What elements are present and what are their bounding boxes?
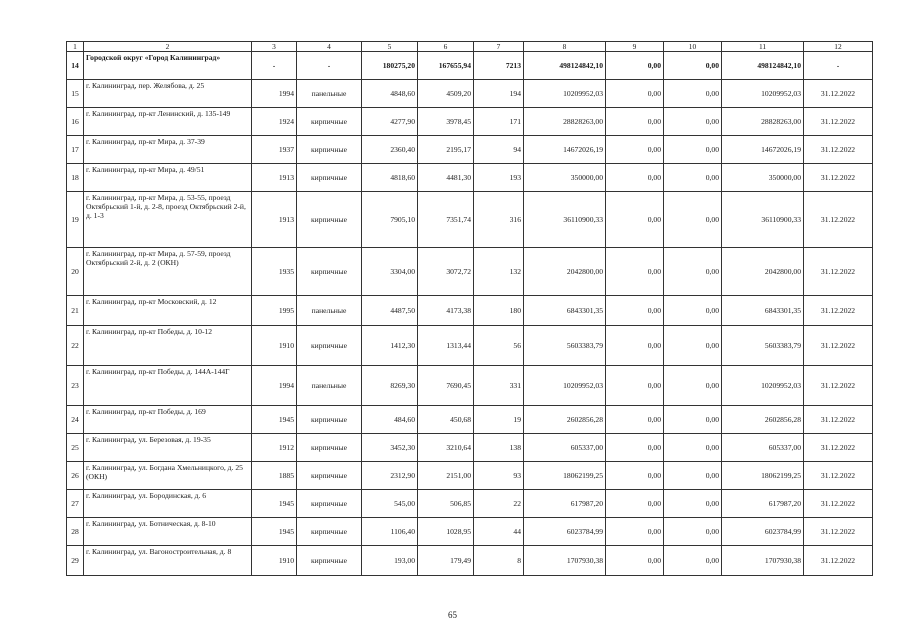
cell-year-built: 1924 (252, 108, 297, 136)
total-row (67, 52, 873, 80)
cell-completion-date: 31.12.2022 (804, 462, 873, 490)
cell-row-number: 27 (67, 490, 84, 518)
table-row (67, 326, 873, 366)
cell-regional-funds: 0,00 (664, 366, 722, 406)
cell-completion-date: - (804, 52, 873, 80)
cell-row-number: 20 (67, 248, 84, 296)
cell-row-number: 19 (67, 192, 84, 248)
cell-regional-funds: 0,00 (664, 108, 722, 136)
cell-row-number: 29 (67, 546, 84, 576)
cell-residents-count: 7213 (474, 52, 524, 80)
cell-living-area: 3072,72 (418, 248, 474, 296)
cell-regional-funds: 0,00 (664, 192, 722, 248)
table-row (67, 108, 873, 136)
cell-total-cost: 617987,20 (524, 490, 606, 518)
cell-living-area: 1028,95 (418, 518, 474, 546)
cell-total-cost: 36110900,33 (524, 192, 606, 248)
cell-regional-funds: 0,00 (664, 136, 722, 164)
cell-regional-funds: 0,00 (664, 434, 722, 462)
cell-completion-date: 31.12.2022 (804, 518, 873, 546)
cell-total-cost: 605337,00 (524, 434, 606, 462)
cell-completion-date: 31.12.2022 (804, 80, 873, 108)
cell-address: г. Калининград, ул. Вагоностроительная, д. 8 (84, 546, 252, 576)
cell-total-cost: 10209952,03 (524, 366, 606, 406)
cell-total-cost: 1707930,38 (524, 546, 606, 576)
cell-completion-date: 31.12.2022 (804, 366, 873, 406)
cell-regional-funds: 0,00 (664, 80, 722, 108)
cell-year-built: 1995 (252, 296, 297, 326)
cell-wall-material: кирпичные (297, 546, 362, 576)
cell-address: г. Калининград, пр-кт Победы, д. 144А-144Г (84, 366, 252, 406)
header-row (67, 42, 873, 52)
cell-total-cost: 18062199,25 (524, 462, 606, 490)
cell-federal-funds: 0,00 (606, 136, 664, 164)
cell-year-built: 1994 (252, 366, 297, 406)
cell-row-number: 17 (67, 136, 84, 164)
table-row (67, 406, 873, 434)
cell-wall-material: кирпичные (297, 136, 362, 164)
header-cell-total-area: 5 (362, 42, 418, 52)
header-cell-regional-funds: 10 (664, 42, 722, 52)
cell-year-built: 1913 (252, 192, 297, 248)
cell-row-number: 18 (67, 164, 84, 192)
cell-year-built: - (252, 52, 297, 80)
cell-row-number: 22 (67, 326, 84, 366)
cell-federal-funds: 0,00 (606, 80, 664, 108)
cell-total-area: 4818,60 (362, 164, 418, 192)
cell-federal-funds: 0,00 (606, 434, 664, 462)
cell-regional-funds: 0,00 (664, 248, 722, 296)
header-cell-row-number: 1 (67, 42, 84, 52)
cell-address: г. Калининград, пр-кт Мира, д. 37-39 (84, 136, 252, 164)
cell-year-built: 1913 (252, 164, 297, 192)
cell-federal-funds: 0,00 (606, 108, 664, 136)
cell-total-cost: 6023784,99 (524, 518, 606, 546)
cell-wall-material: панельные (297, 366, 362, 406)
cell-federal-funds: 0,00 (606, 248, 664, 296)
cell-local-funds: 605337,00 (722, 434, 804, 462)
cell-living-area: 2195,17 (418, 136, 474, 164)
cell-local-funds: 2602856,28 (722, 406, 804, 434)
cell-local-funds: 10209952,03 (722, 80, 804, 108)
cell-total-cost: 2602856,28 (524, 406, 606, 434)
cell-regional-funds: 0,00 (664, 164, 722, 192)
cell-regional-funds: 0,00 (664, 326, 722, 366)
cell-local-funds: 2042800,00 (722, 248, 804, 296)
cell-year-built: 1912 (252, 434, 297, 462)
cell-total-area: 4487,50 (362, 296, 418, 326)
cell-total-cost: 6843301,35 (524, 296, 606, 326)
cell-total-area: 8269,30 (362, 366, 418, 406)
cell-wall-material: кирпичные (297, 462, 362, 490)
cell-year-built: 1910 (252, 326, 297, 366)
cell-address: г. Калининград, пер. Желябова, д. 25 (84, 80, 252, 108)
cell-row-number: 23 (67, 366, 84, 406)
table-body (67, 42, 873, 576)
cell-local-funds: 6023784,99 (722, 518, 804, 546)
table-row (67, 192, 873, 248)
cell-wall-material: кирпичные (297, 434, 362, 462)
table-row (67, 296, 873, 326)
table-row (67, 366, 873, 406)
table-row (67, 490, 873, 518)
cell-year-built: 1945 (252, 406, 297, 434)
cell-local-funds: 28828263,00 (722, 108, 804, 136)
cell-total-area: 180275,20 (362, 52, 418, 80)
cell-completion-date: 31.12.2022 (804, 192, 873, 248)
cell-local-funds: 498124842,10 (722, 52, 804, 80)
cell-year-built: 1910 (252, 546, 297, 576)
cell-federal-funds: 0,00 (606, 462, 664, 490)
cell-regional-funds: 0,00 (664, 462, 722, 490)
cell-living-area: 179,49 (418, 546, 474, 576)
registry-table-sheet (66, 41, 872, 576)
cell-local-funds: 36110900,33 (722, 192, 804, 248)
page-number: 65 (448, 610, 457, 620)
cell-living-area: 450,68 (418, 406, 474, 434)
cell-completion-date: 31.12.2022 (804, 108, 873, 136)
cell-regional-funds: 0,00 (664, 490, 722, 518)
cell-wall-material: кирпичные (297, 192, 362, 248)
cell-completion-date: 31.12.2022 (804, 248, 873, 296)
cell-total-area: 2360,40 (362, 136, 418, 164)
cell-total-cost: 28828263,00 (524, 108, 606, 136)
cell-residents-count: 194 (474, 80, 524, 108)
cell-residents-count: 138 (474, 434, 524, 462)
header-cell-completion-date: 12 (804, 42, 873, 52)
cell-total-cost: 5603383,79 (524, 326, 606, 366)
cell-wall-material: - (297, 52, 362, 80)
cell-year-built: 1945 (252, 490, 297, 518)
cell-address: г. Калининград, пр-кт Мира, д. 49/51 (84, 164, 252, 192)
cell-completion-date: 31.12.2022 (804, 434, 873, 462)
cell-living-area: 167655,94 (418, 52, 474, 80)
header-cell-address: 2 (84, 42, 252, 52)
cell-completion-date: 31.12.2022 (804, 164, 873, 192)
cell-local-funds: 350000,00 (722, 164, 804, 192)
cell-address: г. Калининград, ул. Бородинская, д. 6 (84, 490, 252, 518)
header-cell-wall-material: 4 (297, 42, 362, 52)
cell-total-area: 3304,00 (362, 248, 418, 296)
cell-address: г. Калининград, пр-кт Московский, д. 12 (84, 296, 252, 326)
cell-regional-funds: 0,00 (664, 518, 722, 546)
cell-total-cost: 498124842,10 (524, 52, 606, 80)
cell-wall-material: кирпичные (297, 248, 362, 296)
cell-local-funds: 1707930,38 (722, 546, 804, 576)
table-row (67, 80, 873, 108)
cell-residents-count: 180 (474, 296, 524, 326)
cell-residents-count: 316 (474, 192, 524, 248)
cell-address: г. Калининград, пр-кт Ленинский, д. 135-149 (84, 108, 252, 136)
cell-federal-funds: 0,00 (606, 326, 664, 366)
cell-completion-date: 31.12.2022 (804, 136, 873, 164)
cell-year-built: 1994 (252, 80, 297, 108)
cell-total-area: 2312,90 (362, 462, 418, 490)
cell-wall-material: панельные (297, 80, 362, 108)
cell-residents-count: 56 (474, 326, 524, 366)
header-cell-local-funds: 11 (722, 42, 804, 52)
cell-total-area: 1412,30 (362, 326, 418, 366)
cell-address: г. Калининград, пр-кт Мира, д. 53-55, проезд Октябрьский 1-й, д. 2-8, проезд Октябрьский 2-й, д. 1-3 (84, 192, 252, 248)
cell-living-area: 2151,00 (418, 462, 474, 490)
cell-year-built: 1945 (252, 518, 297, 546)
cell-address: г. Калининград, ул. Березовая, д. 19-35 (84, 434, 252, 462)
cell-federal-funds: 0,00 (606, 164, 664, 192)
cell-living-area: 4509,20 (418, 80, 474, 108)
cell-wall-material: панельные (297, 296, 362, 326)
cell-federal-funds: 0,00 (606, 192, 664, 248)
cell-regional-funds: 0,00 (664, 296, 722, 326)
cell-address: Городской округ «Город Калининград» (84, 52, 252, 80)
cell-address: г. Калининград, пр-кт Мира, д. 57-59, проезд Октябрьский 2-й, д. 2 (ОКН) (84, 248, 252, 296)
cell-year-built: 1935 (252, 248, 297, 296)
cell-residents-count: 193 (474, 164, 524, 192)
cell-total-area: 1106,40 (362, 518, 418, 546)
cell-residents-count: 8 (474, 546, 524, 576)
cell-local-funds: 6843301,35 (722, 296, 804, 326)
cell-address: г. Калининград, пр-кт Победы, д. 169 (84, 406, 252, 434)
cell-address: г. Калининград, ул. Ботническая, д. 8-10 (84, 518, 252, 546)
cell-row-number: 24 (67, 406, 84, 434)
cell-regional-funds: 0,00 (664, 546, 722, 576)
cell-year-built: 1937 (252, 136, 297, 164)
cell-wall-material: кирпичные (297, 490, 362, 518)
housing-registry-table (66, 41, 873, 576)
cell-row-number: 25 (67, 434, 84, 462)
cell-federal-funds: 0,00 (606, 52, 664, 80)
header-cell-total-cost: 8 (524, 42, 606, 52)
cell-row-number: 26 (67, 462, 84, 490)
cell-federal-funds: 0,00 (606, 296, 664, 326)
cell-completion-date: 31.12.2022 (804, 490, 873, 518)
cell-living-area: 3978,45 (418, 108, 474, 136)
table-row (67, 462, 873, 490)
cell-residents-count: 44 (474, 518, 524, 546)
cell-living-area: 7351,74 (418, 192, 474, 248)
table-row (67, 518, 873, 546)
cell-residents-count: 19 (474, 406, 524, 434)
cell-total-cost: 350000,00 (524, 164, 606, 192)
cell-wall-material: кирпичные (297, 326, 362, 366)
cell-total-cost: 10209952,03 (524, 80, 606, 108)
cell-total-area: 4848,60 (362, 80, 418, 108)
cell-row-number: 14 (67, 52, 84, 80)
cell-completion-date: 31.12.2022 (804, 326, 873, 366)
cell-wall-material: кирпичные (297, 164, 362, 192)
cell-year-built: 1885 (252, 462, 297, 490)
cell-completion-date: 31.12.2022 (804, 546, 873, 576)
cell-total-area: 193,00 (362, 546, 418, 576)
header-cell-living-area: 6 (418, 42, 474, 52)
cell-living-area: 3210,64 (418, 434, 474, 462)
cell-federal-funds: 0,00 (606, 490, 664, 518)
header-cell-year-built: 3 (252, 42, 297, 52)
cell-row-number: 21 (67, 296, 84, 326)
cell-total-area: 484,60 (362, 406, 418, 434)
table-row (67, 136, 873, 164)
cell-living-area: 1313,44 (418, 326, 474, 366)
cell-total-area: 4277,90 (362, 108, 418, 136)
cell-regional-funds: 0,00 (664, 406, 722, 434)
cell-wall-material: кирпичные (297, 518, 362, 546)
cell-row-number: 15 (67, 80, 84, 108)
cell-address: г. Калининград, ул. Богдана Хмельницкого, д. 25 (ОКН) (84, 462, 252, 490)
cell-residents-count: 94 (474, 136, 524, 164)
cell-federal-funds: 0,00 (606, 546, 664, 576)
cell-living-area: 506,85 (418, 490, 474, 518)
cell-total-cost: 2042800,00 (524, 248, 606, 296)
cell-row-number: 16 (67, 108, 84, 136)
cell-total-area: 7905,10 (362, 192, 418, 248)
cell-residents-count: 171 (474, 108, 524, 136)
cell-completion-date: 31.12.2022 (804, 296, 873, 326)
cell-local-funds: 14672026,19 (722, 136, 804, 164)
header-cell-federal-funds: 9 (606, 42, 664, 52)
cell-residents-count: 132 (474, 248, 524, 296)
header-cell-residents-count: 7 (474, 42, 524, 52)
table-row (67, 434, 873, 462)
cell-wall-material: кирпичные (297, 108, 362, 136)
cell-local-funds: 5603383,79 (722, 326, 804, 366)
cell-total-area: 545,00 (362, 490, 418, 518)
cell-wall-material: кирпичные (297, 406, 362, 434)
cell-living-area: 7690,45 (418, 366, 474, 406)
cell-residents-count: 22 (474, 490, 524, 518)
cell-federal-funds: 0,00 (606, 366, 664, 406)
cell-local-funds: 18062199,25 (722, 462, 804, 490)
cell-total-area: 3452,30 (362, 434, 418, 462)
table-row (67, 248, 873, 296)
cell-address: г. Калининград, пр-кт Победы, д. 10-12 (84, 326, 252, 366)
cell-regional-funds: 0,00 (664, 52, 722, 80)
cell-federal-funds: 0,00 (606, 518, 664, 546)
cell-federal-funds: 0,00 (606, 406, 664, 434)
cell-completion-date: 31.12.2022 (804, 406, 873, 434)
cell-living-area: 4173,38 (418, 296, 474, 326)
cell-residents-count: 93 (474, 462, 524, 490)
table-row (67, 164, 873, 192)
cell-row-number: 28 (67, 518, 84, 546)
cell-local-funds: 10209952,03 (722, 366, 804, 406)
cell-living-area: 4481,30 (418, 164, 474, 192)
cell-residents-count: 331 (474, 366, 524, 406)
table-row (67, 546, 873, 576)
cell-total-cost: 14672026,19 (524, 136, 606, 164)
cell-local-funds: 617987,20 (722, 490, 804, 518)
